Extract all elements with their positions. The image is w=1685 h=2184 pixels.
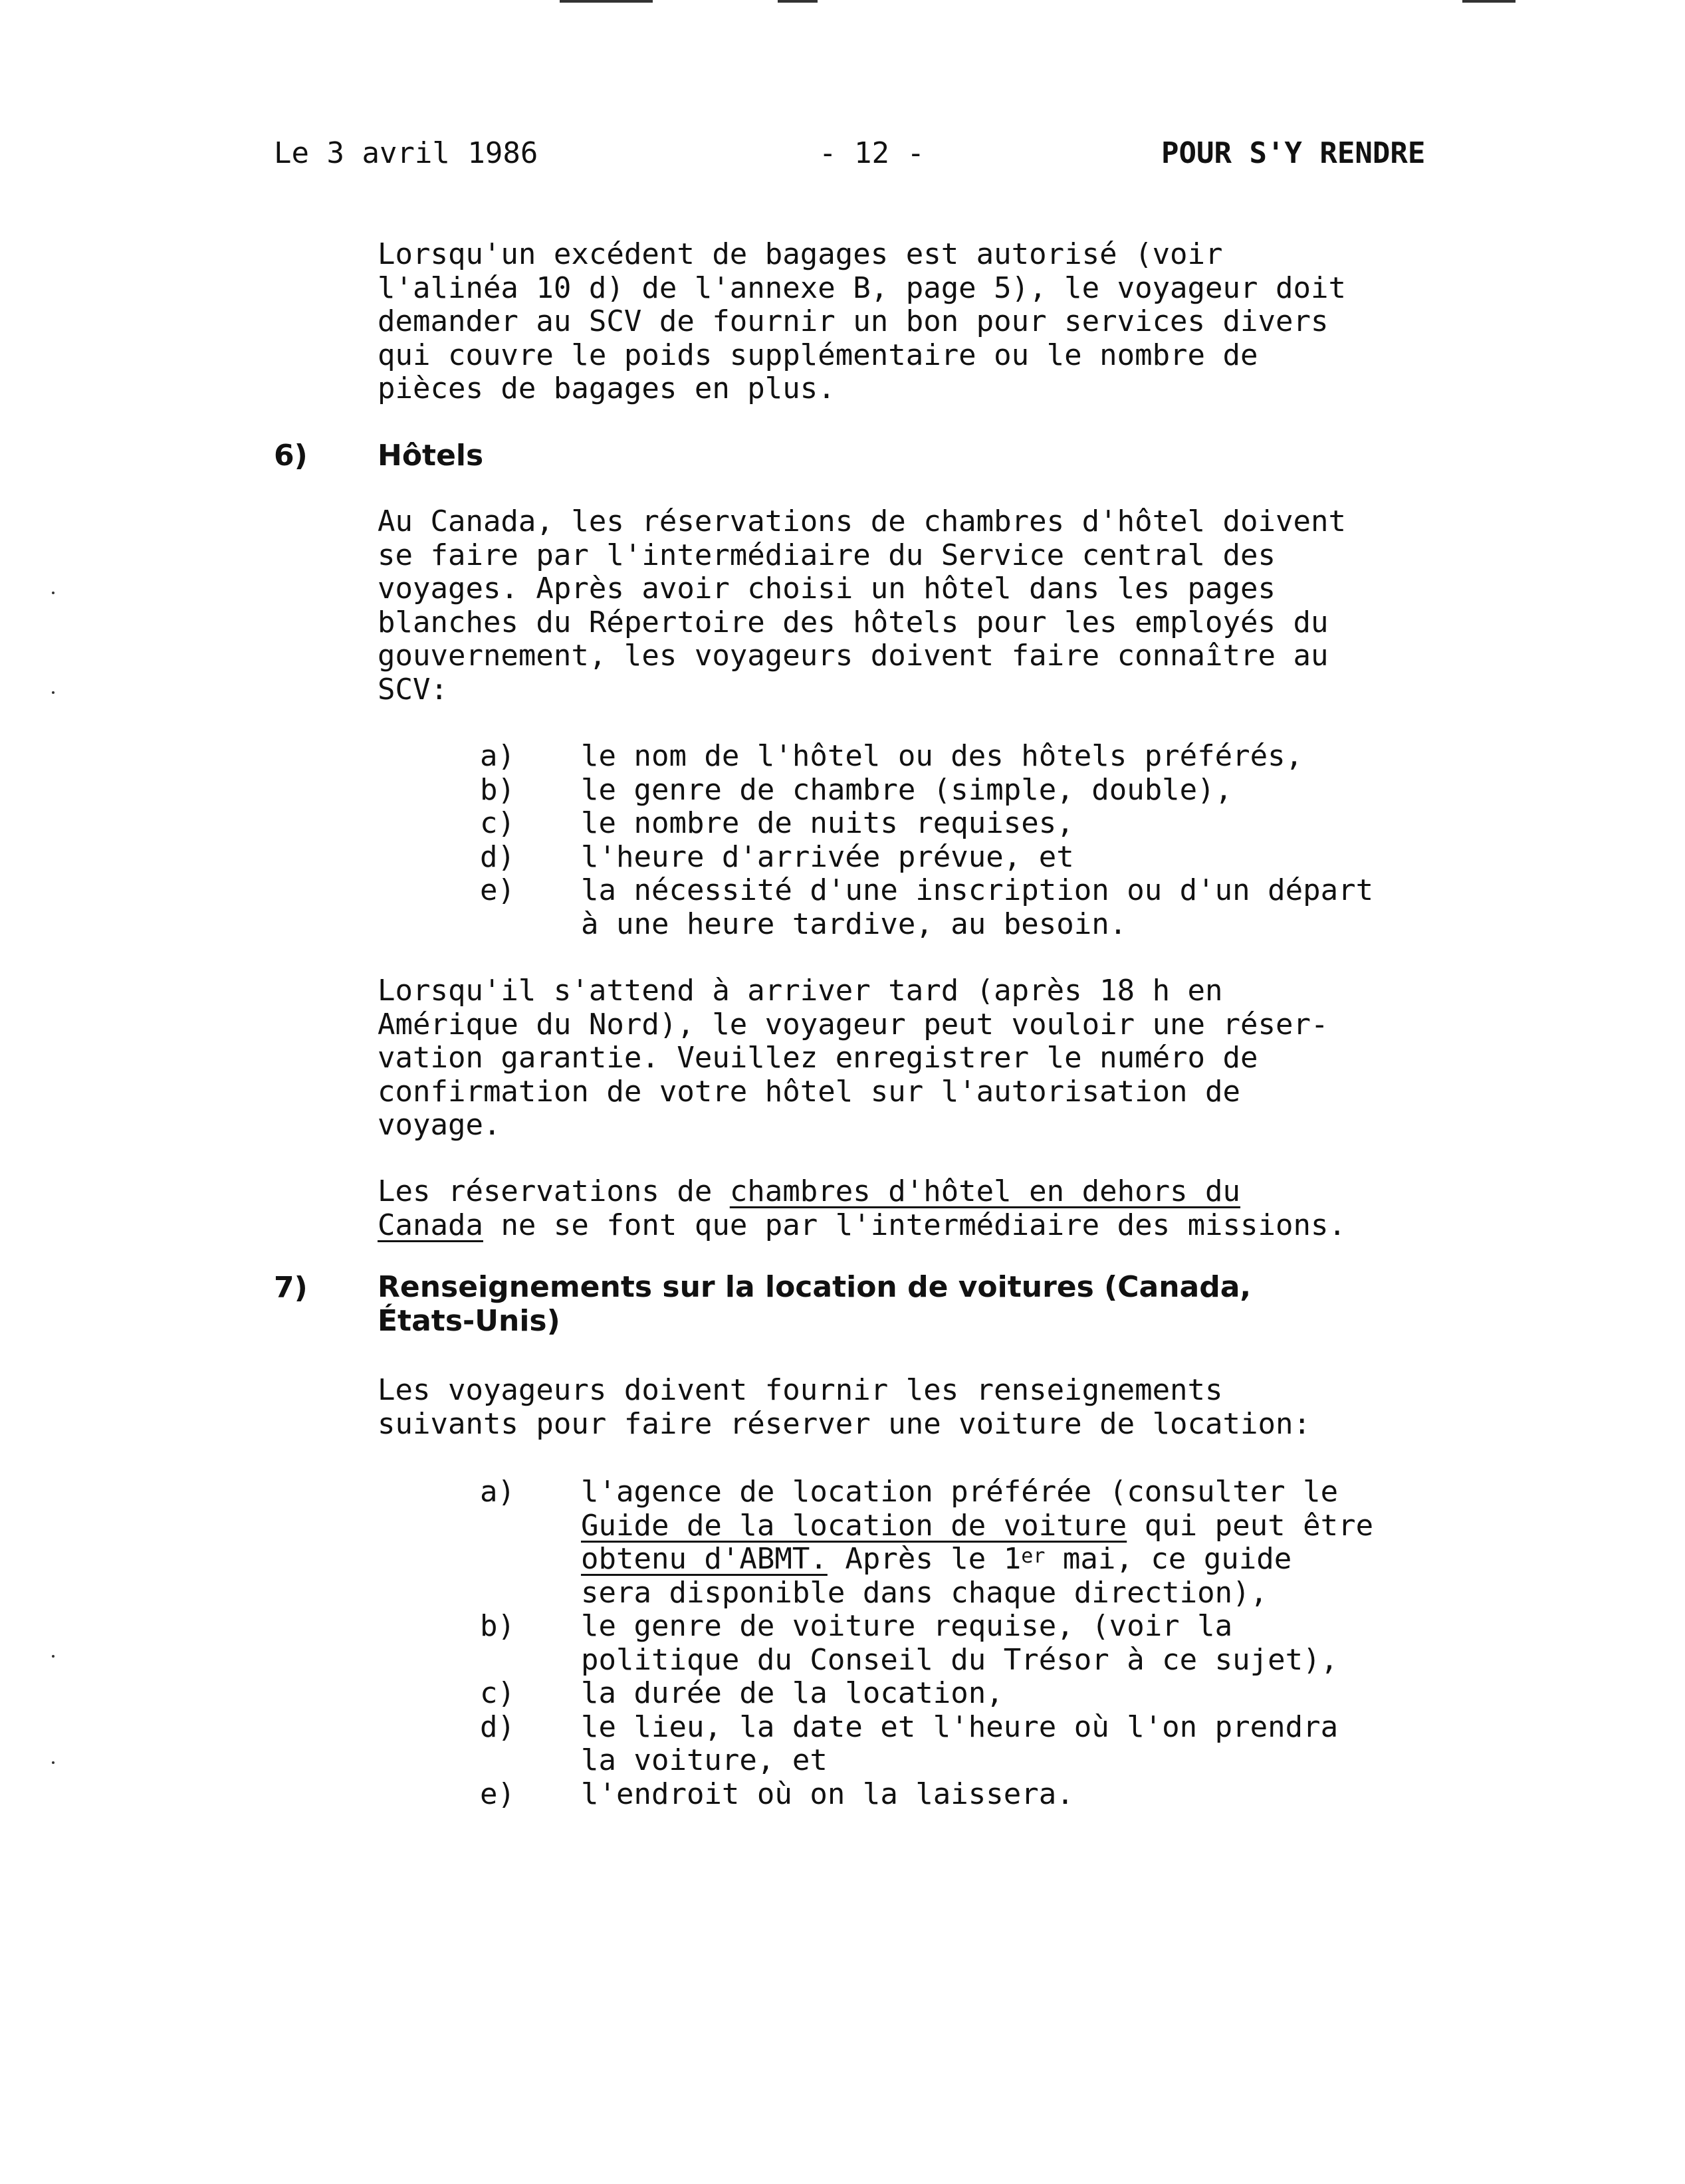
list-item [480, 807, 1373, 841]
text-line [378, 1175, 1508, 1209]
text-fragment: ne se font que par l'intermédiaire des missions. [483, 1208, 1346, 1242]
list-item [480, 841, 1373, 875]
list-label: a) [480, 739, 515, 773]
text-line: demander au SCV de fournir un bon pour services divers [378, 304, 1329, 338]
text-line: pièces de bagages en plus. [378, 372, 836, 405]
text-line: suivants pour faire réserver une voiture de location: [378, 1406, 1311, 1441]
list-item [480, 1677, 1373, 1711]
list-label: e) [480, 1777, 515, 1811]
foreign-hotels-paragraph [378, 1175, 1508, 1242]
list-text: le lieu, la date et l'heure où l'on prendra [581, 1709, 1339, 1744]
text-line: confirmation de votre hôtel sur l'autorisation de [378, 1074, 1241, 1109]
scan-speck [52, 691, 55, 694]
text-line: blanches du Répertoire des hôtels pour les employés du [378, 605, 1329, 639]
list-item [480, 874, 1373, 941]
list-text: politique du Conseil du Trésor à ce sujet), [581, 1642, 1339, 1677]
text-line: Amérique du Nord), le voyageur peut vouloir une réser- [378, 1007, 1329, 1041]
list-text [581, 1509, 1373, 1543]
section-7-number: 7) [274, 1271, 308, 1305]
list-text: l'heure d'arrivée prévue, et [581, 839, 1074, 874]
text-line: Lorsqu'il s'attend à arriver tard (après 18 h en [378, 974, 1223, 1008]
list-text: le nombre de nuits requises, [581, 806, 1074, 840]
text-line: vation garantie. Veuillez enregistrer le numéro de [378, 1041, 1258, 1075]
list-text: l'endroit où on la laissera. [581, 1777, 1074, 1811]
page-number: - 12 - [819, 136, 925, 170]
scan-speck [52, 592, 55, 594]
underlined-text: chambres d'hôtel en dehors du [729, 1174, 1241, 1208]
list-item [480, 1475, 1373, 1610]
list-label: e) [480, 873, 515, 907]
text-fragment: Après le 1 [827, 1542, 1022, 1576]
scan-speck [52, 1761, 55, 1764]
text-line: qui couvre le poids supplémentaire ou le nombre de [378, 338, 1258, 372]
car-rental-paragraph [378, 1374, 1508, 1441]
text-line: se faire par l'intermédiaire du Service central des [378, 538, 1276, 572]
text-line: l'alinéa 10 d) de l'annexe B, page 5), le voyageur doit [378, 271, 1346, 305]
list-text: le genre de voiture requise, (voir la [581, 1609, 1233, 1643]
section-6-number: 6) [274, 439, 308, 473]
scan-mark [1462, 0, 1516, 3]
text-line: Les voyageurs doivent fournir les renseignements [378, 1373, 1223, 1407]
scan-mark [778, 0, 818, 3]
section-title: POUR S'Y RENDRE [1161, 136, 1426, 170]
list-text: sera disponible dans chaque direction), [581, 1575, 1268, 1610]
text-line: voyage. [378, 1108, 501, 1142]
list-text: la voiture, et [581, 1743, 828, 1777]
list-text: à une heure tardive, au besoin. [581, 907, 1127, 941]
late-arrival-paragraph [378, 974, 1508, 1143]
header-date: Le 3 avril 1986 [274, 136, 538, 170]
text-line: voyages. Après avoir choisi un hôtel dans les pages [378, 572, 1276, 605]
list-item [480, 1778, 1373, 1812]
list-text [581, 1543, 1373, 1577]
list-label: d) [480, 1709, 515, 1744]
text-line [378, 1209, 1508, 1243]
text-line: Au Canada, les réservations de chambres d'hôtel doivent [378, 504, 1346, 538]
superscript: er [1021, 1545, 1046, 1568]
text-fragment: qui peut être [1127, 1508, 1374, 1543]
list-item [480, 774, 1373, 808]
list-label: c) [480, 806, 515, 840]
list-text: l'agence de location préférée (consulter le [581, 1475, 1339, 1509]
scan-mark [560, 0, 653, 3]
text-fragment: Les réservations de [378, 1174, 730, 1208]
intro-paragraph [378, 238, 1508, 406]
text-fragment: mai, ce guide [1045, 1542, 1292, 1576]
text-line: gouvernement, les voyageurs doivent faire connaître au [378, 639, 1329, 673]
section-7-title-line: Renseignements sur la location de voitures (Canada, [378, 1270, 1252, 1304]
hotels-paragraph [378, 505, 1508, 707]
list-text: la durée de la location, [581, 1676, 1004, 1710]
list-label: b) [480, 772, 515, 807]
section-7-title-line: États-Unis) [378, 1303, 560, 1338]
scan-speck [52, 1655, 55, 1658]
list-item [480, 1610, 1373, 1677]
hotel-requirements-list [480, 740, 1373, 941]
list-label: d) [480, 839, 515, 874]
car-rental-requirements-list [480, 1475, 1373, 1811]
list-text: le nom de l'hôtel ou des hôtels préférés, [581, 739, 1303, 773]
section-6-title: Hôtels [378, 439, 484, 473]
list-label: b) [480, 1609, 515, 1643]
text-line: SCV: [378, 672, 448, 707]
list-text: la nécessité d'une inscription ou d'un départ [581, 873, 1374, 907]
underlined-text: Guide de la location de voiture [581, 1508, 1127, 1543]
section-7-title [378, 1271, 1251, 1338]
text-line: Lorsqu'un excédent de bagages est autorisé (voir [378, 237, 1223, 271]
list-item [480, 740, 1373, 774]
list-label: c) [480, 1676, 515, 1710]
underlined-text: Canada [378, 1208, 483, 1242]
underlined-text: obtenu d'ABMT. [581, 1542, 828, 1576]
list-item [480, 1711, 1373, 1778]
list-text: le genre de chambre (simple, double), [581, 772, 1233, 807]
list-label: a) [480, 1475, 515, 1509]
